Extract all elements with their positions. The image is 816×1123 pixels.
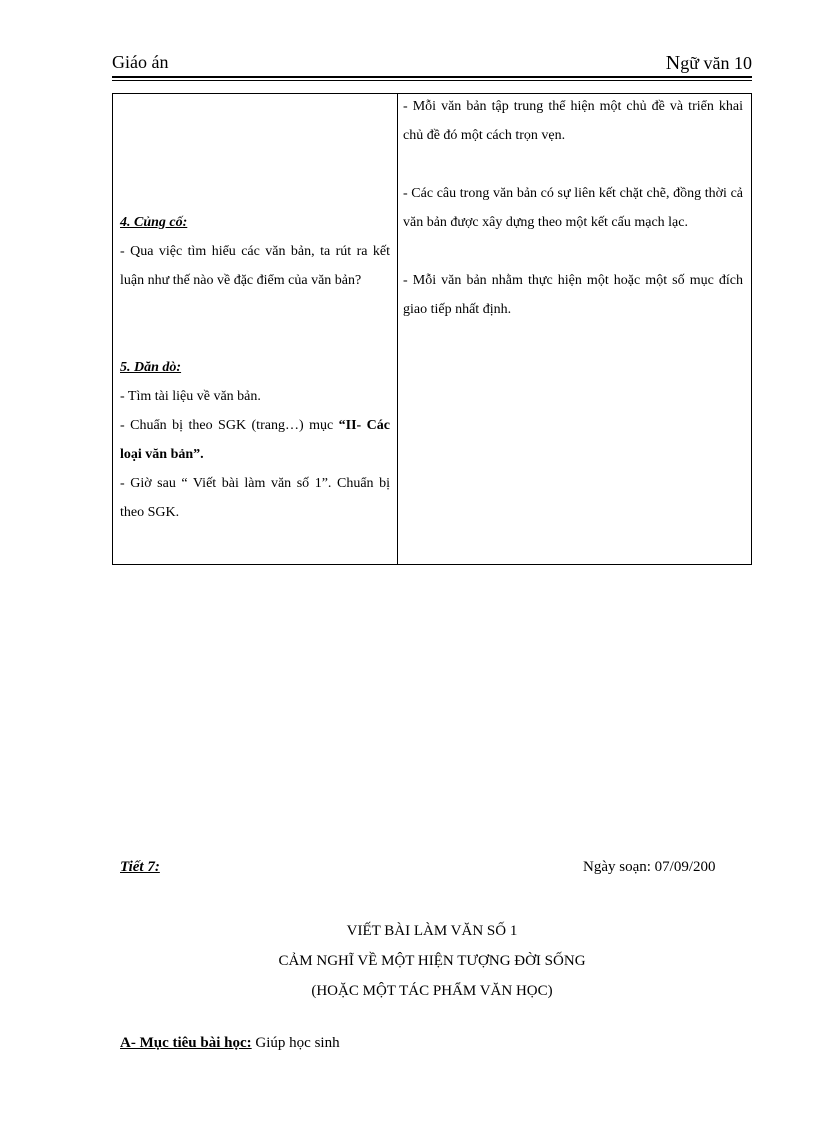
question-text: - Qua việc tìm hiểu các văn bản, ta rút ra kết luận như thế nào về đặc điểm của văn bản?	[120, 244, 390, 288]
prep-date: Ngày soạn: 07/09/200	[583, 859, 716, 875]
lesson-table	[112, 93, 752, 565]
homework-item-2-bold: “II- Các loại văn bản”.	[120, 418, 390, 462]
homework-item-1: - Tìm tài liệu về văn bản.	[120, 389, 261, 404]
objectives-line	[120, 1035, 340, 1052]
objectives-text: Giúp học sinh	[251, 1035, 340, 1051]
heading-cung-co: 4. Củng cố:	[120, 215, 188, 230]
heading-dan-do: 5. Dăn dò:	[120, 360, 182, 375]
spacer	[403, 150, 743, 179]
objectives-label: A- Mục tiêu bài học:	[120, 1035, 252, 1051]
left-cell	[120, 208, 390, 527]
header-right-initial: N	[665, 52, 681, 74]
right-cell	[403, 92, 743, 324]
spacer	[120, 324, 390, 353]
header-left: Giáo án	[112, 52, 169, 72]
lesson-title-3: (HOẶC MỘT TÁC PHẨM VĂN HỌC)	[311, 983, 553, 999]
feature-item-1: - Mỗi văn bản tập trung thể hiện một chủ đề và triển khai chủ đề đó một cách trọn vẹn.	[403, 99, 743, 143]
column-divider	[397, 94, 398, 564]
header-right	[666, 52, 752, 75]
feature-item-3: - Mỗi văn bản nhằm thực hiện một hoặc một số mục đích giao tiếp nhất định.	[403, 273, 743, 317]
feature-item-2: - Các câu trong văn bản có sự liên kết chặt chẽ, đồng thời cả văn bản được xây dựng theo một kết cấu mạch lạc.	[403, 186, 743, 230]
lesson-title-2: CẢM NGHĨ VỀ MỘT HIỆN TƯỢNG ĐỜI SỐNG	[278, 953, 586, 969]
homework-item-2	[120, 411, 390, 469]
homework-item-3: - Giờ sau “ Viết bài làm văn số 1”. Chuẩn bị theo SGK.	[120, 476, 390, 520]
header-right-rest: gữ văn 10	[680, 53, 752, 73]
lesson-number: Tiết 7:	[120, 859, 160, 875]
lesson-title-1: VIẾT BÀI LÀM VĂN SỐ 1	[346, 923, 518, 939]
spacer	[120, 295, 390, 324]
spacer	[403, 237, 743, 266]
homework-item-2-text: - Chuẩn bị theo SGK (trang…) mục	[120, 418, 339, 433]
header-rule	[112, 76, 752, 78]
header-rule-thin	[112, 80, 752, 81]
